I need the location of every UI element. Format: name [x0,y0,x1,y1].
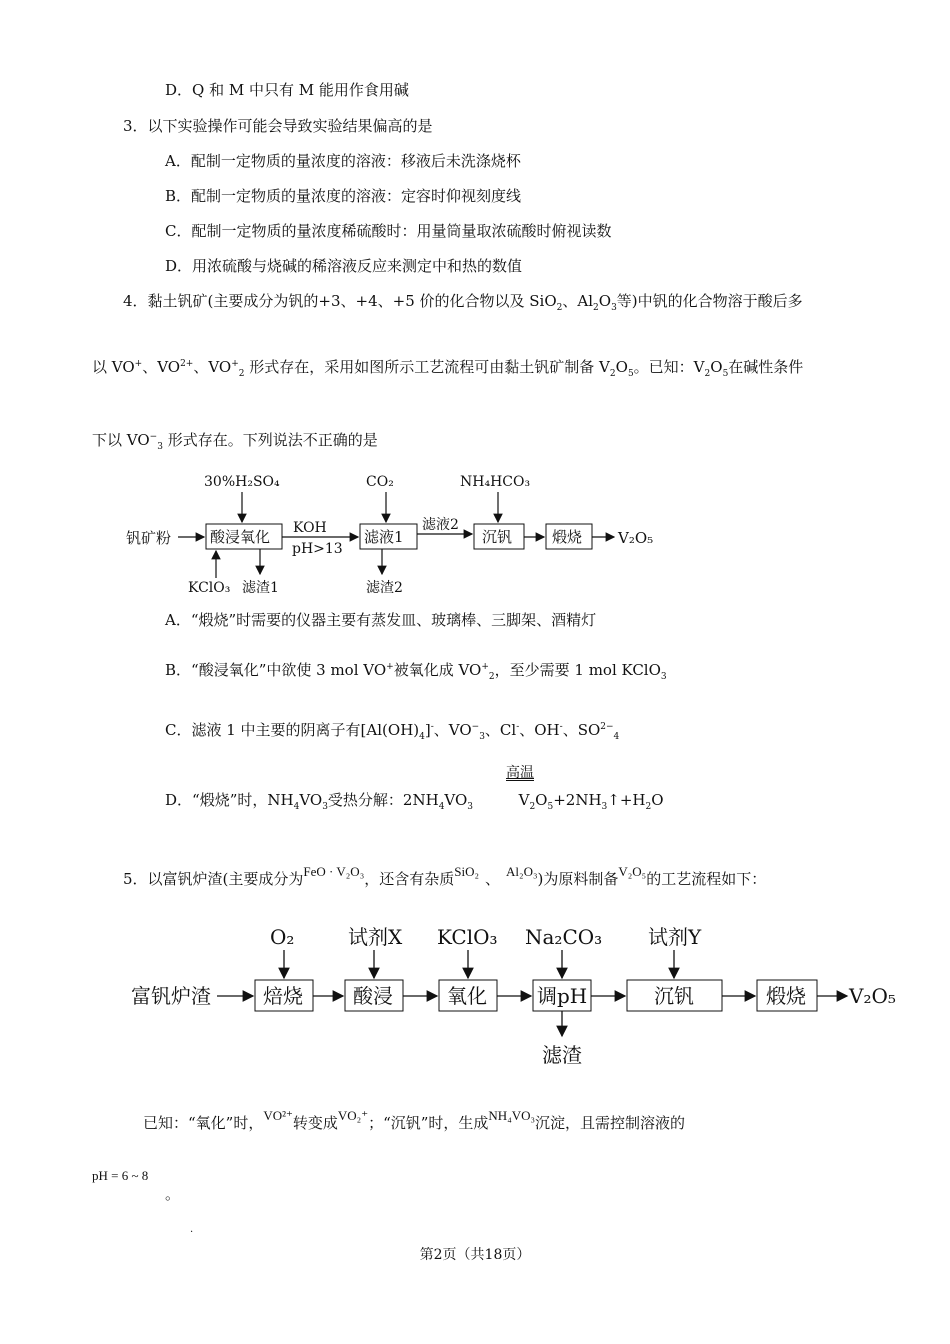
q3-option-c: C．配制一定物质的量浓度稀硫酸时：用量筒量取浓硫酸时俯视读数 [165,222,612,240]
q3-option-d: D．用浓硫酸与烧碱的稀溶液反应来测定中和热的数值 [165,257,523,275]
q4-flow-diagram [120,468,680,598]
q4-option-b: B．“酸浸氧化”中欲使 3 mol VO+被氧化成 $VO^+_2$，至少需要 1 mol KClO$_3$ [165,661,667,682]
q5-flow-start: 富钒炉渣 [131,984,211,1008]
q3-option-b: B．配制一定物质的量浓度的溶液：定容时仰视刻度线 [165,187,522,205]
q4-stem-line3: 下以 $VO^-_3$ 形式存在。下列说法不正确的是 [92,431,378,452]
q4-flow-co2: CO₂ [366,474,394,490]
page-footer: 第2页（共18页） [419,1247,531,1263]
q5-ph-end: 。 [165,1185,181,1203]
q4-flow-ph: pH>13 [292,541,343,557]
q4-flow-filtrate2: 滤液2 [422,517,459,533]
q5-flow-kclo3: KClO₃ [437,925,498,949]
svg-text:煅烧: 煅烧 [552,528,583,546]
q3-stem: 3．以下实验操作可能会导致实验结果偏高的是 [123,117,433,135]
svg-text:滤液1: 滤液1 [364,528,404,546]
svg-text:调pH: 调pH [537,984,588,1008]
q4-flow-kclo3: KClO₃ [188,580,231,596]
q5-flow-residue: 滤渣 [542,1043,582,1067]
q3-option-a: A．配制一定物质的量浓度的溶液：移液后未洗涤烧杯 [165,152,521,170]
q5-dot: . [190,1224,194,1235]
q5-flow-na2co3: Na₂CO₃ [525,925,603,949]
q4-option-c: C．滤液 1 中主要的阴离子有$[Al(OH)_4]^-$、$VO^-_3$、Cl-、OH-、$SO^{2-}_4$ [165,721,620,742]
q5-flow-diagram [125,920,905,1070]
svg-text:沉钒: 沉钒 [482,528,513,546]
q4-flow-koh: KOH [293,520,327,536]
svg-text:酸浸: 酸浸 [353,984,393,1008]
q4-flow-end: V₂O₅ [618,529,654,547]
svg-text:煅烧: 煅烧 [766,984,806,1008]
svg-text:沉钒: 沉钒 [654,984,694,1008]
q4-option-d-condition: 高温 [506,765,534,781]
q4-flow-nh4hco3: NH₄HCO₃ [460,474,531,490]
q4-stem-line1: 4．黏土钒矿(主要成分为钒的+3、+4、+5 价的化合物以及 SiO$_2$、$Al_2O_3$等)中钒的化合物溶于酸后多 [123,292,803,313]
svg-text:氧化: 氧化 [447,984,487,1008]
q5-stem: 5．以富钒炉渣(主要成分为FeO · V₂O₃，还含有杂质SiO₂ 、 Al₂O₃)为原料制备V₂O₅的工艺流程如下： [123,864,767,888]
q4-option-a: A．“煅烧”时需要的仪器主要有蒸发皿、玻璃棒、三脚架、酒精灯 [165,611,597,629]
q4-flow-h2so4: 30%H₂SO₄ [204,474,280,490]
q4-flow-start: 钒矿粉 [126,529,172,547]
q4-option-d: D．“煅烧”时，$NH_4VO_3$受热分解：$2NH_4VO_3$ $V_2O_5+2NH_3↑+H_2O$ [165,791,664,812]
q5-ph-range: pH = 6 ~ 8 [92,1168,149,1183]
q5-flow-reagent-x: 试剂X [348,925,403,949]
q5-known: 已知：“氧化”时，VO²⁺转变成VO₂⁺；“沉钒”时，生成NH₄VO₃沉淀，且需控制溶液的 [143,1108,686,1132]
svg-text:焙烧: 焙烧 [263,984,303,1008]
svg-text:酸浸氧化: 酸浸氧化 [210,528,271,546]
q4-flow-residue1: 滤渣1 [242,580,279,596]
q5-flow-reagent-y: 试剂Y [648,925,702,949]
q2-option-d: D．Q 和 M 中只有 M 能用作食用碱 [165,81,409,99]
q5-flow-o2: O₂ [270,925,295,949]
q4-stem-line2: 以 VO+、$VO^{2+}$、$VO^+_2$ 形式存在，采用如图所示工艺流程可由黏土钒矿制备 $V_2O_5$。已知：$V_2O_5$在碱性条件 [92,358,804,379]
q4-flow-residue2: 滤渣2 [366,580,403,596]
q5-flow-end: V₂O₅ [849,984,896,1008]
